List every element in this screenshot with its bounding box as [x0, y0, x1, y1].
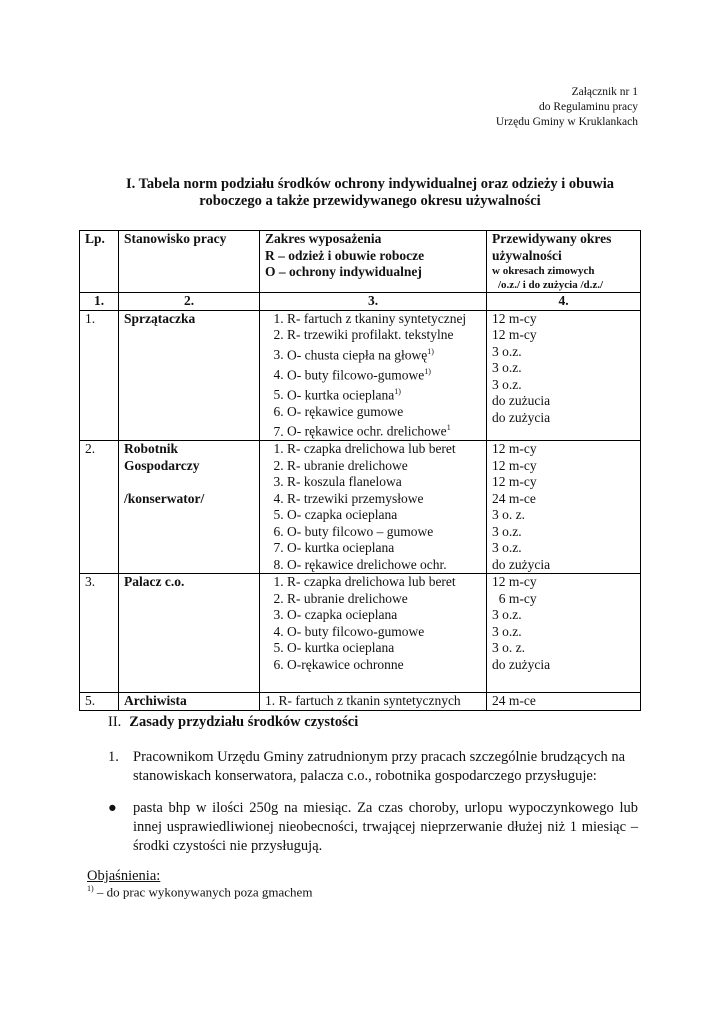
point-number: 1.	[108, 749, 119, 765]
column-number: 3.	[260, 293, 487, 311]
period-value: 12 m-cy	[492, 574, 537, 589]
footnote	[87, 884, 312, 900]
footnote-ref: 1	[446, 423, 451, 432]
header-position: Stanowisko pracy	[119, 231, 260, 293]
equipment-text: O-rękawice ochronne	[287, 656, 404, 672]
equipment-text: O- czapka ocieplana	[287, 507, 398, 522]
table-row	[80, 310, 641, 441]
column-number: 1.	[80, 293, 119, 311]
equipment-list	[265, 311, 481, 441]
period-value: 12 m-cy	[492, 441, 537, 456]
row-periods	[487, 693, 641, 711]
header-scope-line-3: O – ochrony indywidualnej	[265, 264, 422, 279]
equipment-text: 1. R- fartuch z tkanin syntetycznych	[265, 693, 461, 708]
footnote-ref: 1)	[424, 366, 431, 376]
row-position	[119, 441, 260, 574]
header-scope-line-1: Zakres wyposażenia	[265, 231, 382, 246]
equipment-text: R- ubranie drelichowe	[287, 457, 408, 473]
footnote-ref: 1)	[427, 346, 434, 356]
table-body	[80, 310, 641, 710]
row-periods	[487, 310, 641, 441]
equipment-item	[287, 491, 481, 508]
attachment-line-1: Załącznik nr 1	[571, 86, 638, 98]
row-equipment	[260, 441, 487, 574]
period-value: 12 m-cy	[492, 474, 537, 489]
equipment-text: R- czapka drelichowa lub beret	[287, 574, 456, 589]
title-line-1: I. Tabela norm podziału środków ochrony indywidualnej oraz odzieży i obuwia	[125, 176, 615, 192]
row-equipment	[260, 574, 487, 693]
attachment-note	[496, 85, 638, 130]
period-value: do zużycia	[492, 556, 551, 572]
equipment-item	[287, 327, 481, 344]
equipment-item	[287, 474, 481, 491]
bullet-icon: ●	[108, 800, 117, 816]
equipment-text: O- rękawice gumowe	[287, 403, 404, 419]
equipment-item	[287, 311, 481, 328]
equipment-item	[287, 507, 481, 524]
equipment-text: O- kurtka ocieplana	[287, 387, 395, 402]
title-line-2: roboczego a także przewidywanego okresu używalności	[199, 193, 541, 209]
row-periods	[487, 574, 641, 693]
equipment-text: R- ubranie drelichowe	[287, 590, 408, 606]
period-value: 3 o. z.	[492, 640, 525, 655]
row-lp: 3.	[80, 574, 119, 693]
equipment-text: O- rękawice drelichowe ochr.	[287, 556, 447, 572]
period-value: 12 m-cy	[492, 327, 537, 342]
header-period-line-2: używalności	[492, 247, 562, 263]
equipment-list	[265, 574, 481, 673]
row-lp: 1.	[80, 310, 119, 441]
column-number: 2.	[119, 293, 260, 311]
period-value: 6 m-cy	[492, 590, 537, 606]
footnote-ref: 1)	[394, 386, 401, 396]
period-value: do zużucia	[492, 393, 551, 408]
row-equipment	[260, 693, 487, 711]
header-lp: Lp.	[80, 231, 119, 293]
period-value: 3 o.z.	[492, 623, 522, 639]
equipment-item	[287, 640, 481, 657]
equipment-text: R- czapka drelichowa lub beret	[287, 441, 456, 456]
period-value: 3 o.z.	[492, 376, 522, 392]
section-2-point-1	[108, 748, 638, 786]
equipment-item	[287, 591, 481, 608]
table-header-row	[80, 231, 641, 293]
equipment-text: O- buty filcowo-gumowe	[287, 623, 425, 639]
period-value: 3 o.z.	[492, 360, 522, 375]
document-title	[80, 176, 660, 210]
equipment-item	[287, 384, 481, 404]
period-value: 3 o.z.	[492, 523, 522, 539]
norms-table	[79, 230, 641, 711]
table-row	[80, 693, 641, 711]
equipment-item	[287, 420, 481, 440]
header-period	[487, 231, 641, 293]
row-position	[119, 310, 260, 441]
attachment-line-2: do Regulaminu pracy	[538, 101, 638, 113]
period-value: 12 m-cy	[492, 457, 537, 473]
equipment-text: O- chusta ciepła na głowę	[287, 347, 428, 362]
period-value: 12 m-cy	[492, 310, 537, 326]
position-line	[124, 474, 254, 491]
table-row	[80, 574, 641, 693]
period-value: 3 o. z.	[492, 507, 525, 522]
equipment-item	[287, 404, 481, 421]
bullet-text: pasta bhp w ilości 250g na miesiąc. Za czas choroby, urlopu wypoczynkowego lub innej usprawiedliwionej nieobecności, trwającej nieprzerwanie dłużej niż 1 miesiąc – środki czystości nie przysługują.	[133, 800, 638, 854]
header-scope-line-2: R – odzież i obuwie robocze	[265, 247, 425, 263]
equipment-item	[287, 574, 481, 591]
equipment-item	[287, 458, 481, 475]
equipment-text: O- kurtka ocieplana	[287, 640, 395, 655]
header-period-line-1: Przewidywany okres	[492, 231, 612, 246]
equipment-text: O- rękawice ochr. drelichowe	[287, 423, 447, 439]
footnote-mark: 1)	[87, 884, 94, 893]
equipment-text: O- buty filcowo – gumowe	[287, 523, 434, 539]
section-2-heading	[108, 714, 358, 731]
equipment-text: R- koszula flanelowa	[287, 474, 402, 489]
equipment-item	[287, 364, 481, 384]
period-value: do zużycia	[492, 656, 551, 672]
footnote-text: – do prac wykonywanych poza gmachem	[93, 884, 313, 900]
row-position	[119, 574, 260, 693]
attachment-line-3: Urzędu Gminy w Kruklankach	[495, 116, 638, 128]
table-row	[80, 441, 641, 574]
header-scope	[260, 231, 487, 293]
equipment-item	[287, 524, 481, 541]
explanations-label: Objaśnienia:	[87, 868, 161, 884]
period-value: 3 o.z.	[492, 540, 522, 555]
header-period-line-3: w okresach zimowych	[492, 265, 595, 277]
equipment-item	[287, 624, 481, 641]
equipment-text: R- fartuch z tkaniny syntetycznej	[287, 310, 467, 326]
equipment-text: O- buty filcowo-gumowe	[287, 367, 425, 382]
row-equipment	[260, 310, 487, 441]
equipment-text: O- kurtka ocieplana	[287, 540, 395, 555]
equipment-list	[265, 441, 481, 573]
section-2-numeral: II.	[108, 714, 122, 730]
position-line: Palacz c.o.	[124, 574, 185, 589]
equipment-item	[287, 540, 481, 557]
period-value: 24 m-ce	[492, 693, 536, 708]
period-value: 3 o.z.	[492, 343, 522, 359]
equipment-text: R- trzewiki profilakt. tekstylne	[287, 327, 454, 342]
equipment-item	[287, 657, 481, 674]
column-number: 4.	[487, 293, 641, 311]
column-number-row	[80, 293, 641, 311]
period-value: 3 o.z.	[492, 607, 522, 622]
equipment-item	[287, 344, 481, 364]
equipment-text: O- czapka ocieplana	[287, 607, 398, 622]
position-line: Archiwista	[124, 693, 187, 708]
period-value: do zużycia	[492, 409, 551, 425]
row-position	[119, 693, 260, 711]
position-line: Robotnik	[124, 441, 179, 456]
period-value: 24 m-ce	[492, 490, 536, 506]
equipment-text: R- trzewiki przemysłowe	[287, 490, 424, 506]
equipment-item	[287, 441, 481, 458]
equipment-item	[287, 607, 481, 624]
row-periods	[487, 441, 641, 574]
section-2-title: Zasady przydziału środków czystości	[129, 714, 359, 730]
row-lp: 2.	[80, 441, 119, 574]
position-line: /konserwator/	[124, 490, 205, 506]
equipment-item	[287, 557, 481, 574]
section-2-bullet	[108, 799, 638, 856]
position-line: Gospodarczy	[124, 457, 200, 473]
position-line: Sprzątaczka	[124, 310, 196, 326]
row-lp: 5.	[80, 693, 119, 711]
point-text: Pracownikom Urzędu Gminy zatrudnionym przy pracach szczególnie brudzących na stanowiskach konserwatora, palacza c.o., robotnika gospodarczego przysługuje:	[133, 749, 626, 784]
header-period-line-4: /o.z./ i do zużycia /d.z./	[498, 279, 604, 291]
